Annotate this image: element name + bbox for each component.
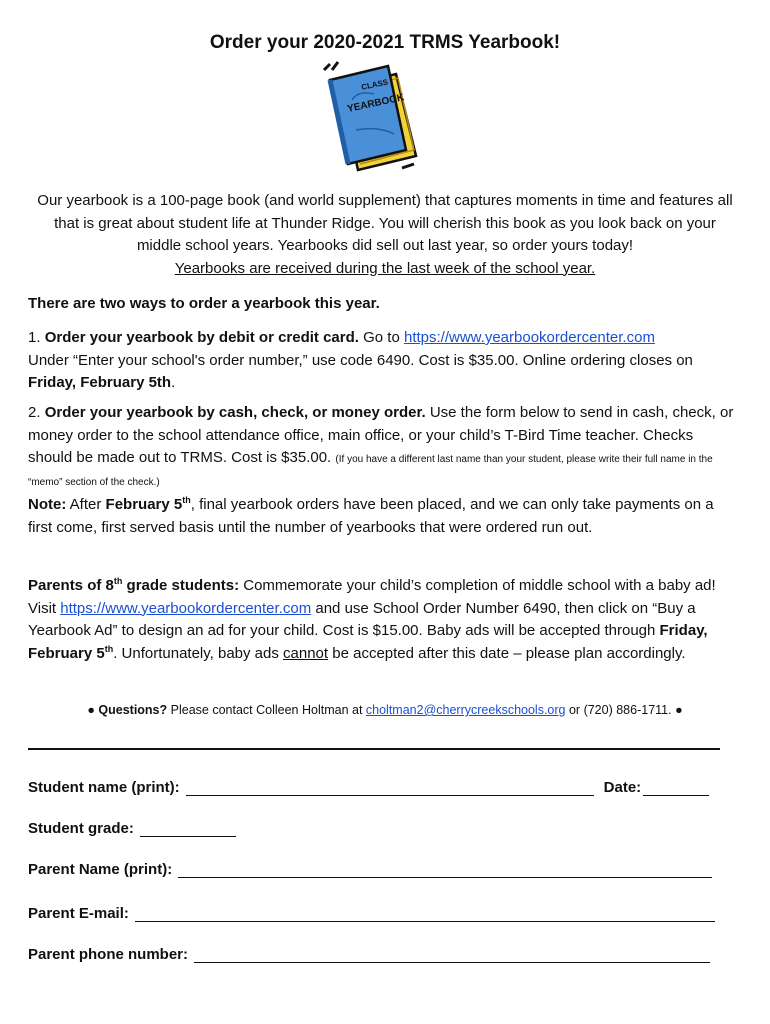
bullet-icon: ●: [87, 703, 95, 717]
option-1-prelink: Go to: [363, 329, 400, 346]
parents-text-4: be accepted after this date – please plan accordingly.: [332, 644, 686, 662]
baby-ad-link[interactable]: https://www.yearbookordercenter.com: [60, 599, 312, 617]
book-cover-line1: CLASS: [360, 77, 389, 92]
option-2-memo-note: (If you have a different last name than your student, please write their full name in the “memo” section of the check.): [28, 454, 713, 488]
yearbook-book-icon: [318, 60, 422, 176]
intro-paragraph: [30, 190, 740, 280]
student-grade-label: Student grade:: [28, 820, 134, 837]
baby-ad-deadline-suffix: th: [104, 643, 114, 654]
yearbook-illustration: [318, 60, 422, 176]
parent-phone-label: Parent phone number:: [28, 946, 189, 963]
note-pre: After: [69, 496, 102, 513]
option-2-title: Order your yearbook by cash, check, or money order.: [44, 404, 426, 421]
parent-name-label: Parent Name (print):: [28, 861, 173, 878]
parent-phone-row: [28, 943, 710, 963]
contact-email-link[interactable]: choltman2@cherrycreekschools.org: [365, 703, 566, 717]
book-cover-line2: YEARBOOK: [346, 92, 406, 115]
parent-phone-field[interactable]: [194, 946, 710, 963]
ways-heading: There are two ways to order a yearbook this year.: [28, 295, 380, 312]
student-name-label: Student name (print):: [28, 779, 180, 796]
bullet-end-icon: ●: [675, 703, 683, 717]
date-field[interactable]: [643, 779, 709, 796]
note-paragraph: [28, 494, 738, 539]
intro-text: Our yearbook is a 100-page book (and world supplement) that captures moments in time and features all that is great about student life at Thunder Ridge. You will cherish this book as you look back on your middle school years. Yearbooks did sell out last year, so order yours today!: [37, 192, 733, 254]
note-text: , final yearbook orders have been placed, and we can only take payments on a first come, first served basis until the number of yearbooks that were ordered run out.: [28, 496, 714, 536]
student-name-row: [28, 776, 709, 796]
option-2-number: 2.: [28, 404, 41, 421]
questions-line: [0, 703, 770, 717]
page-title: Order your 2020-2021 TRMS Yearbook!: [209, 32, 561, 53]
parents-label-sup: th: [113, 576, 123, 586]
questions-label: Questions?: [98, 703, 168, 717]
parent-email-field[interactable]: [135, 905, 715, 922]
parents-label-a: Parents of 8: [28, 577, 114, 594]
student-grade-field[interactable]: [140, 820, 236, 837]
baby-ad-deadline: Friday, February 5: [28, 622, 708, 662]
option-1-number: 1.: [28, 329, 41, 346]
parent-email-label: Parent E-mail:: [28, 905, 129, 922]
student-name-field[interactable]: [186, 779, 594, 796]
motion-marks-top: [324, 62, 338, 70]
parents-8th-grade-paragraph: [28, 575, 738, 665]
parents-text-3: . Unfortunately, baby ads: [113, 644, 279, 662]
cut-line-divider: [28, 748, 720, 750]
student-grade-row: [28, 817, 236, 837]
option-1-paragraph: [28, 327, 738, 395]
questions-text: Please contact Colleen Holtman at: [170, 703, 363, 717]
option-1-details: Under “Enter your school's order number,” use code 6490. Cost is $35.00. Online ordering closes on: [28, 351, 693, 369]
option-2-paragraph: [28, 402, 738, 492]
parents-text-2: and use School Order Number 6490, then click on “Buy a Yearbook Ad” to design an ad for your child. Cost is $15.00. Baby ads will be accepted through: [28, 599, 696, 639]
cannot-emphasis: cannot: [283, 644, 329, 662]
option-2-details: Use the form below to send in cash, check, or money order to the school attendance office, main office, or your child’s T-Bird Time teacher. Checks should be made out to TRMS. Cost is $35.00.: [28, 404, 734, 466]
option-1-end: .: [171, 374, 176, 391]
parents-text-1: Commemorate your child’s completion of middle school with a baby ad! Visit: [28, 577, 716, 617]
parent-name-row: [28, 858, 712, 878]
date-label: Date:: [603, 779, 642, 796]
parents-label-b: grade students:: [126, 577, 240, 594]
yearbook-order-link[interactable]: https://www.yearbookordercenter.com: [403, 329, 655, 346]
note-date: February 5: [105, 496, 183, 513]
option-1-title: Order your yearbook by debit or credit card.: [44, 329, 359, 346]
parent-email-row: [28, 902, 715, 922]
contact-phone: or (720) 886-1711.: [568, 703, 672, 717]
note-date-suffix: th: [182, 495, 191, 505]
note-label: Note:: [28, 496, 67, 513]
option-1-deadline: Friday, February 5th: [28, 374, 172, 391]
parent-name-field[interactable]: [178, 861, 712, 878]
intro-delivery-note: Yearbooks are received during the last week of the school year.: [174, 259, 596, 277]
